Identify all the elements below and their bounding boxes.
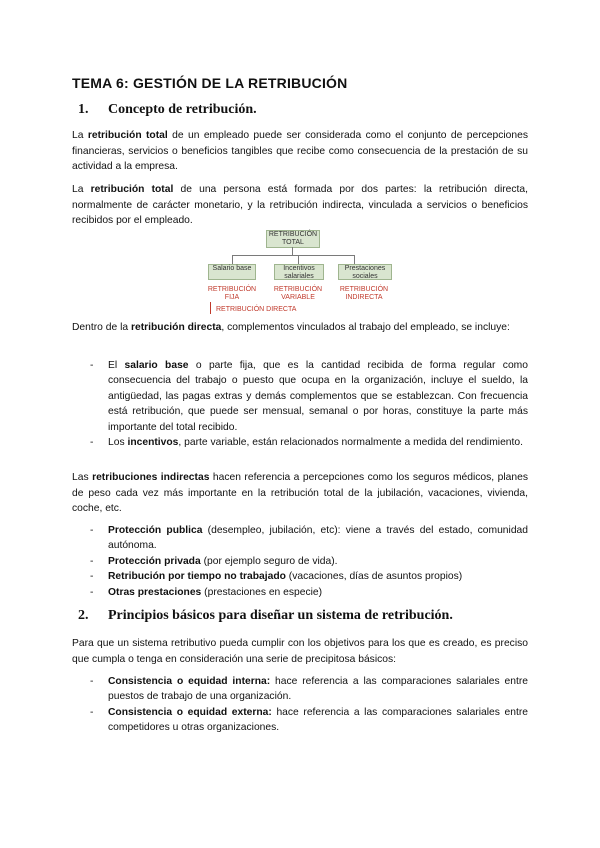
list-item: - Protección privada (por ejemplo seguro de vida).: [90, 555, 338, 567]
list-item: - Retribución por tiempo no trabajado (vacaciones, días de asuntos propios): [90, 571, 463, 583]
paragraph-retribucion-total: La retribución total de un empleado puede ser considerada como el conjunto de percepciones financieras, servicios o beneficios tangibles que recibe como consecuencia de la prestación de su actividad a la empresa.: [72, 130, 528, 173]
list-item: - Consistencia o equidad externa: hace referencia a las comparaciones salariales entre competidores u otras organizaciones.: [90, 706, 529, 734]
section-heading-1: [78, 102, 257, 118]
section-number: 1.: [78, 102, 89, 117]
diagram-box-salario: Salario base: [208, 264, 256, 280]
paragraph-partes: La retribución total de una persona está formada por dos partes: la retribución directa, normalmente de carácter monetario, y la retribución indirecta, vinculada a servicios o beneficios recibidos por el empleado.: [72, 184, 528, 227]
section-number: 2.: [78, 608, 89, 623]
list-item: - Protección publica (desempleo, jubilación, etc): viene a través del estado, comunidad autónoma.: [90, 525, 528, 552]
diagram-connector: [232, 255, 233, 264]
section-heading-2: [78, 608, 453, 624]
paragraph-directa: Dentro de la retribución directa, complementos vinculados al trabajo del empleado, se incluye:: [72, 322, 510, 333]
retribution-diagram: [200, 228, 400, 320]
diagram-label-fija: RETRIBUCIÓN FIJA: [207, 286, 257, 301]
diagram-connector: [292, 247, 293, 255]
list-item: - El salario base o parte fija, que es la cantidad recibida de forma regular como consecuencia del trabajo o puesto que ocupa en la organización, incluye el sueldo, la antigüedad, las pagas extras y demás complementos que se establezcan. Con frecuencia está retribución, que puede ser mensual, semanal o por horas, constituye la parte más importante del total recibido.: [90, 360, 528, 433]
diagram-box-incentivos: Incentivos salariales: [274, 264, 324, 280]
diagram-bracket: [210, 302, 211, 314]
diagram-connector: [298, 255, 299, 264]
diagram-top-box: RETRIBUCIÓN TOTAL: [266, 230, 320, 248]
diagram-label-indirecta: RETRIBUCIÓN INDIRECTA: [339, 286, 389, 301]
diagram-box-prestaciones: Prestaciones sociales: [338, 264, 392, 280]
paragraph-principios: Para que un sistema retributivo pueda cumplir con los objetivos para los que es creado, es preciso que cumpla o tenga en consideración una serie de precipitosa básicos:: [72, 638, 528, 665]
diagram-label-variable: RETRIBUCIÓN VARIABLE: [273, 286, 323, 301]
diagram-label-directa: RETRIBUCIÓN DIRECTA: [216, 306, 297, 313]
list-indirectas: [72, 523, 528, 600]
list-item: - Otras prestaciones (prestaciones en especie): [90, 586, 323, 598]
list-item: - Consistencia o equidad interna: hace referencia a las comparaciones salariales entre puestos de trabajo de una organización.: [90, 676, 528, 703]
section-title: Concepto de retribución.: [108, 102, 257, 117]
list-item: - Los incentivos, parte variable, están relacionados normalmente a medida del rendimiento.: [90, 437, 523, 449]
diagram-connector: [354, 255, 355, 264]
diagram-connector: [232, 255, 354, 256]
list-directa: [72, 358, 528, 450]
list-principios: [72, 674, 528, 736]
page-title: TEMA 6: GESTIÓN DE LA RETRIBUCIÓN: [72, 75, 348, 91]
section-title: Principios básicos para diseñar un sistema de retribución.: [108, 608, 453, 623]
paragraph-indirectas: Las retribuciones indirectas hacen referencia a percepciones como los seguros médicos, planes de peso cada vez más importante en la retribución total de la jubilación, vacaciones, vivienda, coche, etc.: [72, 472, 528, 515]
